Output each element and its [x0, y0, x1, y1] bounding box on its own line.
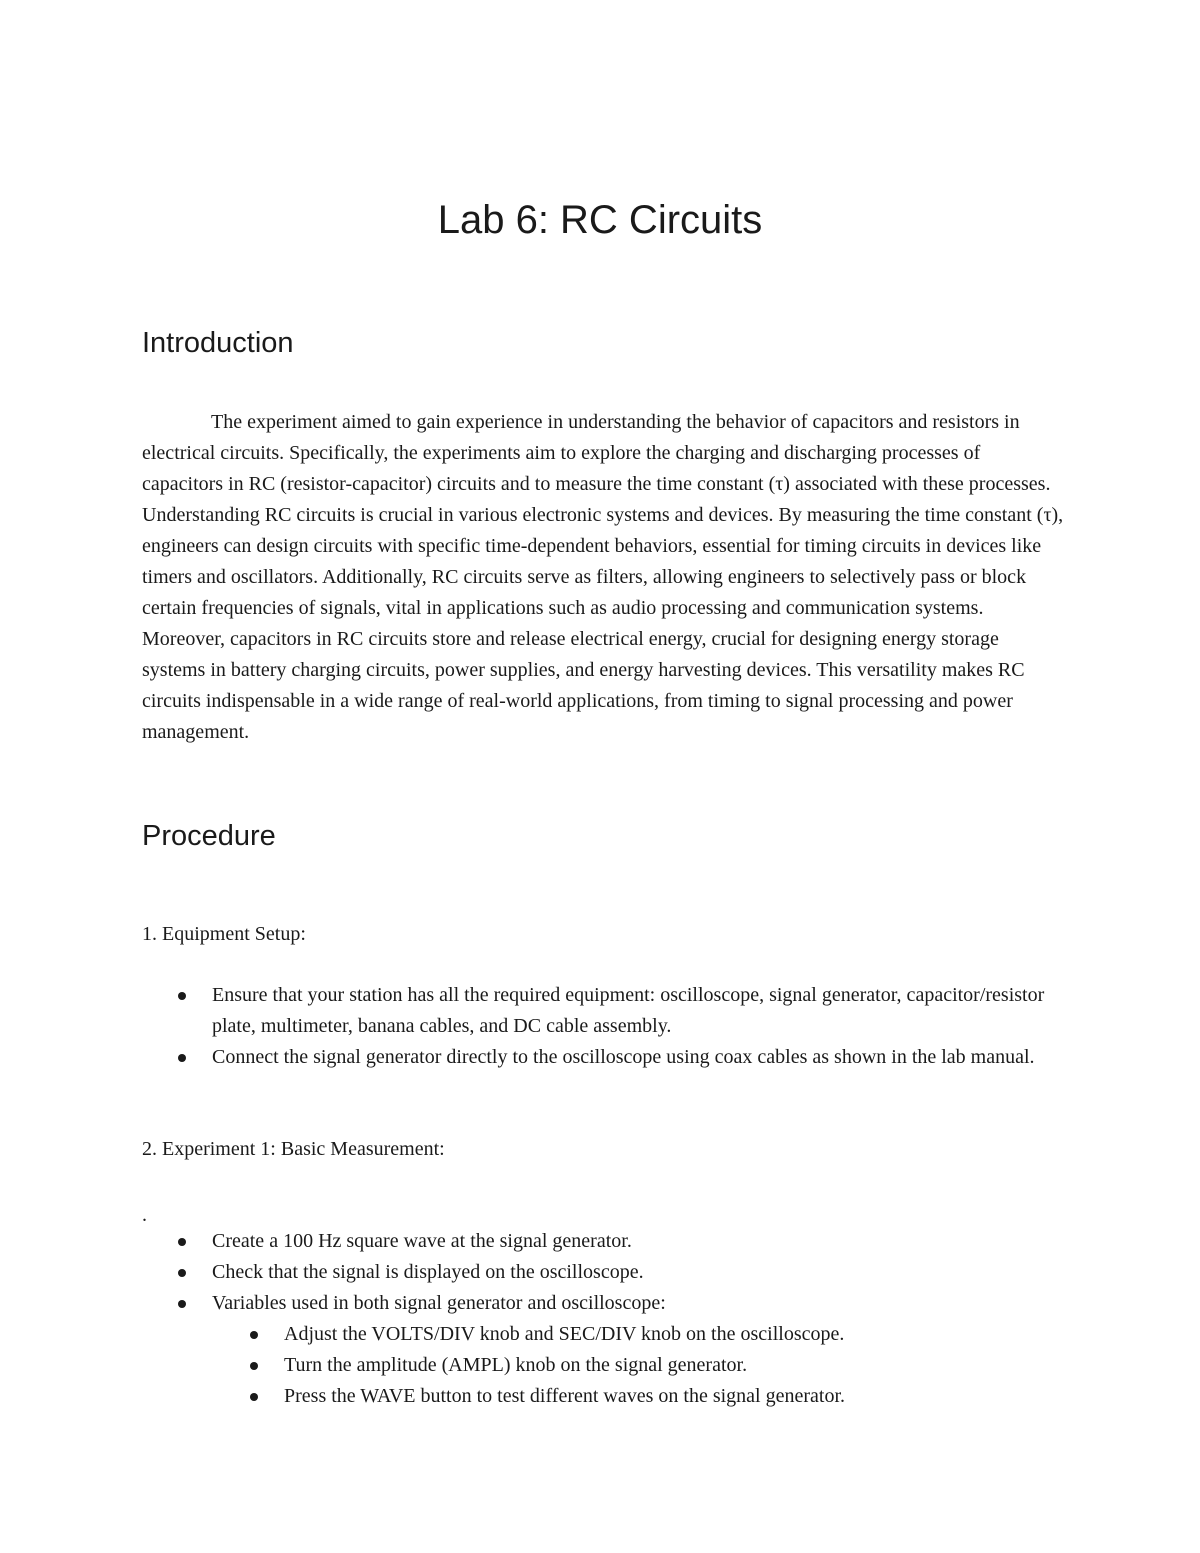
list-item-text: Turn the amplitude (AMPL) knob on the signal generator. — [284, 1354, 748, 1376]
bullet-icon — [250, 1331, 258, 1339]
list-item-text: Check that the signal is displayed on the oscilloscope. — [212, 1261, 644, 1283]
bullet-icon — [178, 1054, 186, 1062]
step-2-label: 2. Experiment 1: Basic Measurement: — [142, 1138, 445, 1160]
step-2-sub-bullet-list — [248, 1319, 1048, 1412]
bullet-icon — [250, 1362, 258, 1370]
list-item-text: Adjust the VOLTS/DIV knob and SEC/DIV knob on the oscilloscope. — [284, 1323, 845, 1345]
page-title: Lab 6: RC Circuits — [437, 198, 763, 242]
bullet-icon — [178, 1300, 186, 1308]
list-item-text: Ensure that your station has all the required equipment: oscilloscope, signal generator, capacitor/resistor plate, multimeter, banana cables, and DC cable assembly. — [212, 984, 1045, 1037]
stray-mark: . — [142, 1204, 147, 1226]
bullet-icon — [178, 992, 186, 1000]
introduction-paragraph: The experiment aimed to gain experience in understanding the behavior of capacitors and resistors in electrical circuits. Specifically, the experiments aim to explore the charging and discharging processes of capacitors in RC (resistor-capacitor) circuits and to measure the time constant (τ) associated with these processes. Understanding RC circuits is crucial in various electronic systems and devices. By measuring the time constant (τ), engineers can design circuits with specific time-dependent behaviors, essential for timing circuits in devices like timers and oscillators. Additionally, RC circuits serve as filters, allowing engineers to selectively pass or block certain frequencies of signals, vital in applications such as audio processing and communication systems. Moreover, capacitors in RC circuits store and release electrical energy, crucial for designing energy storage systems in battery charging circuits, power supplies, and energy harvesting devices. This versatility makes RC circuits indispensable in a wide range of real-world applications, from timing to signal processing and power management. — [142, 411, 1064, 743]
list-item — [248, 1381, 1048, 1412]
list-item — [176, 1257, 1056, 1288]
list-item — [176, 980, 1056, 1042]
step-1-label: 1. Equipment Setup: — [142, 923, 306, 945]
list-item — [176, 1288, 1056, 1319]
bullet-icon — [250, 1393, 258, 1401]
list-item — [176, 1042, 1056, 1073]
step-1-bullet-list — [176, 980, 1056, 1073]
list-item — [176, 1226, 1056, 1257]
list-item-text: Connect the signal generator directly to the oscilloscope using coax cables as shown in the lab manual. — [212, 1046, 1035, 1068]
step-2-bullet-list — [176, 1226, 1056, 1319]
list-item-text: Variables used in both signal generator and oscilloscope: — [212, 1292, 666, 1314]
list-item — [248, 1319, 1048, 1350]
bullet-icon — [178, 1269, 186, 1277]
list-item — [248, 1350, 1048, 1381]
list-item-text: Press the WAVE button to test different waves on the signal generator. — [284, 1385, 846, 1407]
procedure-heading: Procedure — [142, 820, 276, 852]
list-item-text: Create a 100 Hz square wave at the signal generator. — [212, 1230, 632, 1252]
bullet-icon — [178, 1238, 186, 1246]
introduction-heading: Introduction — [142, 327, 294, 359]
